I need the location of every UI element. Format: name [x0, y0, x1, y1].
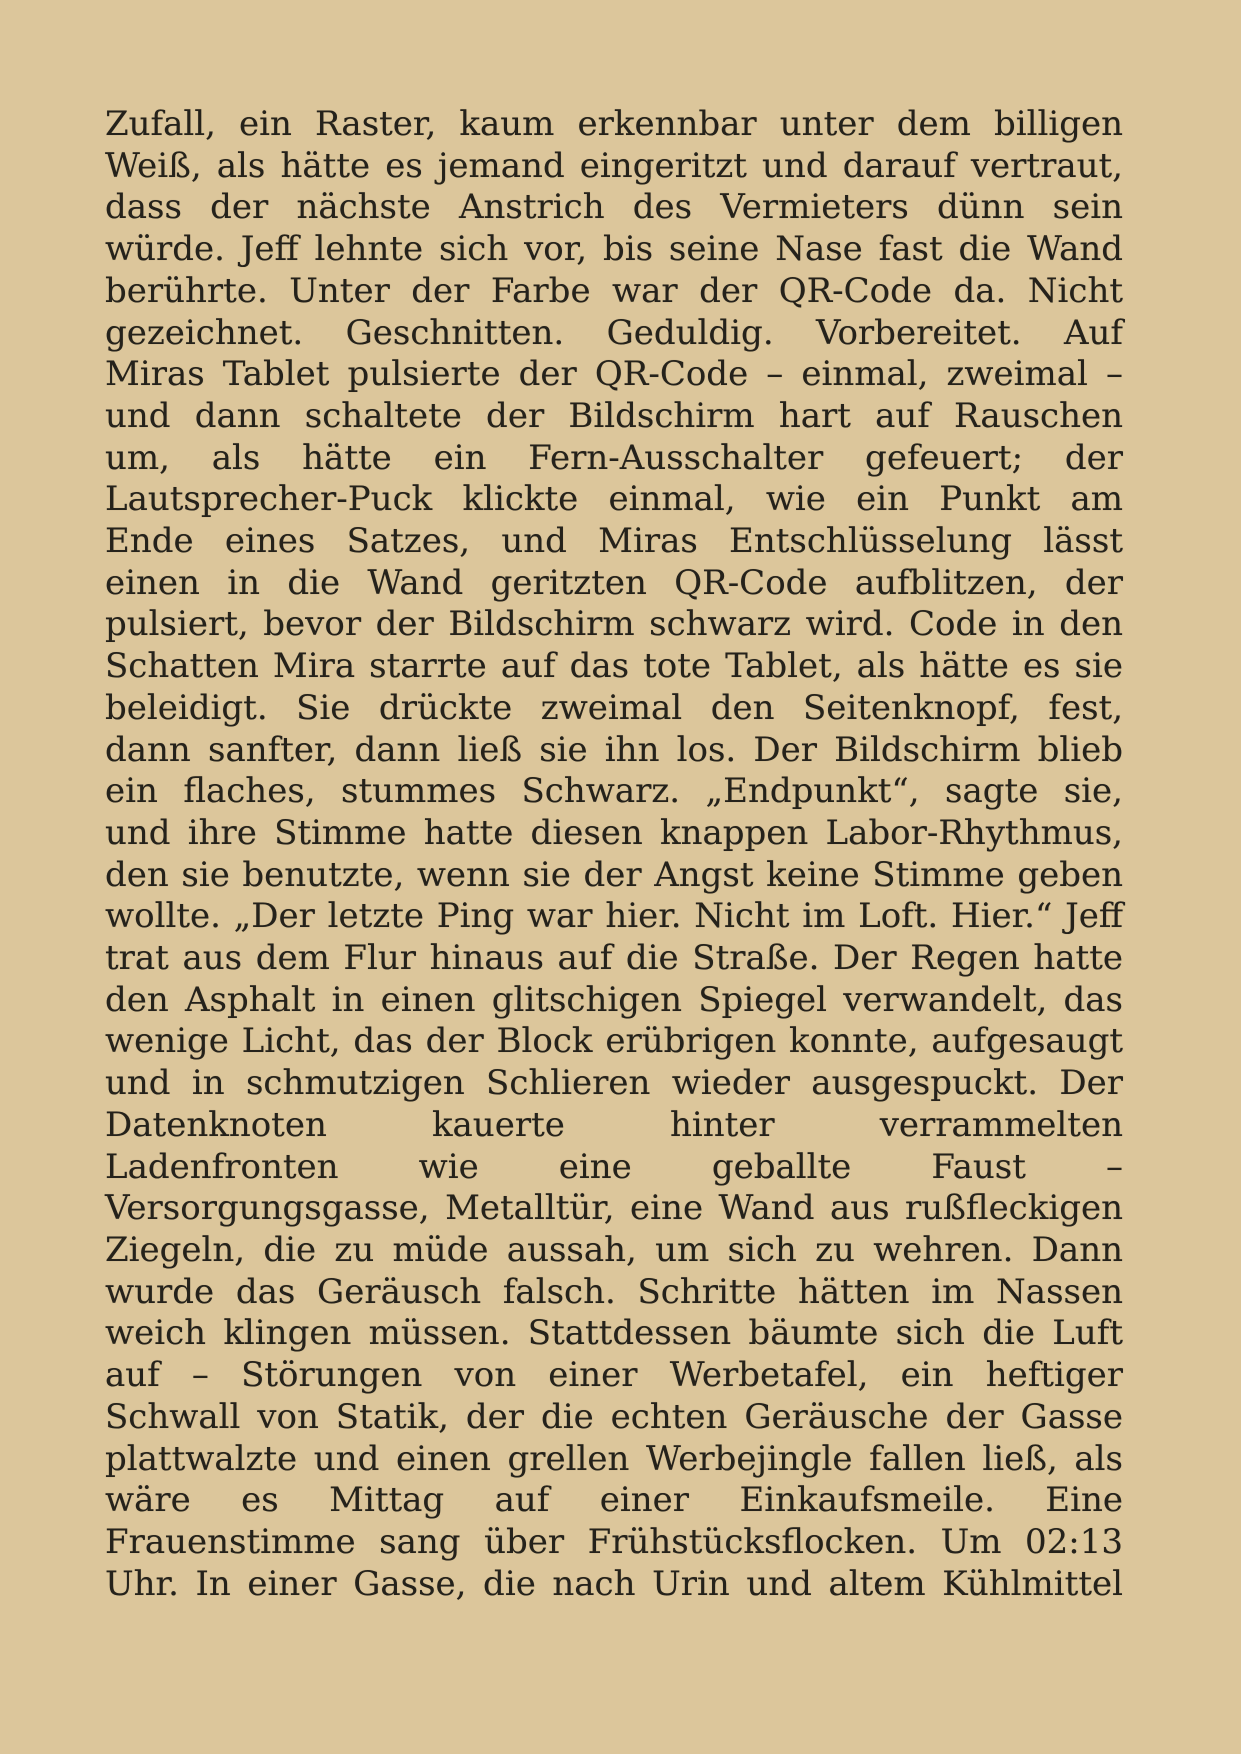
text-line: den sie benutzte, wenn sie der Angst keine Stimme geben — [105, 854, 1123, 895]
text-line: Ziegeln, die zu müde aussah, um sich zu wehren. Dann — [105, 1229, 1123, 1270]
text-line: Weiß, als hätte es jemand eingeritzt und darauf vertraut, — [105, 145, 1123, 186]
text-line: um, als hätte ein Fern-Ausschalter gefeuert; der — [105, 437, 1123, 478]
text-line: und in schmutzigen Schlieren wieder ausgespuckt. Der — [105, 1063, 1123, 1104]
text-line: und dann schaltete der Bildschirm hart auf Rauschen — [105, 395, 1123, 436]
text-line: wenige Licht, das der Block erübrigen konnte, aufgesaugt — [105, 1021, 1123, 1062]
text-line: Frauenstimme sang über Frühstücksflocken. Um 02:13 — [105, 1521, 1123, 1562]
text-line: Schatten Mira starrte auf das tote Tablet, als hätte es sie — [105, 646, 1123, 687]
text-line: Uhr. In einer Gasse, die nach Urin und altem Kühlmittel — [105, 1563, 1123, 1604]
text-line: Versorgungsgasse, Metalltür, eine Wand aus rußfleckigen — [105, 1188, 1123, 1229]
text-line: plattwalzte und einen grellen Werbejingle fallen ließ, als — [105, 1438, 1123, 1479]
text-line: berührte. Unter der Farbe war der QR-Code da. Nicht — [105, 270, 1123, 311]
text-line: dass der nächste Anstrich des Vermieters dünn sein — [105, 187, 1123, 228]
text-line: und ihre Stimme hatte diesen knappen Labor-Rhythmus, — [105, 812, 1123, 853]
text-line: Ladenfronten wie eine geballte Faust – — [105, 1146, 1123, 1187]
text-line: wäre es Mittag auf einer Einkaufsmeile. Eine — [105, 1480, 1123, 1521]
text-line: wollte. „Der letzte Ping war hier. Nicht im Loft. Hier.“ Jeff — [105, 896, 1123, 937]
text-line: pulsiert, bevor der Bildschirm schwarz wird. Code in den — [105, 604, 1123, 645]
text-line: einen in die Wand geritzten QR-Code aufblitzen, der — [105, 562, 1123, 603]
text-line: beleidigt. Sie drückte zweimal den Seitenknopf, fest, — [105, 687, 1123, 728]
text-line: Zufall, ein Raster, kaum erkennbar unter dem billigen — [105, 104, 1123, 144]
text-line: Lautsprecher-Puck klickte einmal, wie ein Punkt am — [105, 479, 1123, 520]
text-line: ein flaches, stummes Schwarz. „Endpunkt“, sagte sie, — [105, 771, 1123, 812]
body-text — [105, 104, 1123, 1605]
text-line: weich klingen müssen. Stattdessen bäumte sich die Luft — [105, 1313, 1123, 1354]
text-line: dann sanfter, dann ließ sie ihn los. Der Bildschirm blieb — [105, 729, 1123, 770]
text-line: würde. Jeff lehnte sich vor, bis seine Nase fast die Wand — [105, 229, 1123, 270]
text-line: Schwall von Statik, der die echten Geräusche der Gasse — [105, 1396, 1123, 1437]
text-line: den Asphalt in einen glitschigen Spiegel verwandelt, das — [105, 979, 1123, 1020]
text-line: wurde das Geräusch falsch. Schritte hätten im Nassen — [105, 1271, 1123, 1312]
text-line: trat aus dem Flur hinaus auf die Straße. Der Regen hatte — [105, 938, 1123, 979]
text-line: Datenknoten kauerte hinter verrammelten — [105, 1104, 1123, 1145]
text-line: auf – Störungen von einer Werbetafel, ein heftiger — [105, 1355, 1123, 1396]
text-line: Ende eines Satzes, und Miras Entschlüsselung lässt — [105, 521, 1123, 562]
text-line: gezeichnet. Geschnitten. Geduldig. Vorbereitet. Auf — [105, 312, 1123, 353]
text-line: Miras Tablet pulsierte der QR-Code – einmal, zweimal – — [105, 354, 1123, 395]
